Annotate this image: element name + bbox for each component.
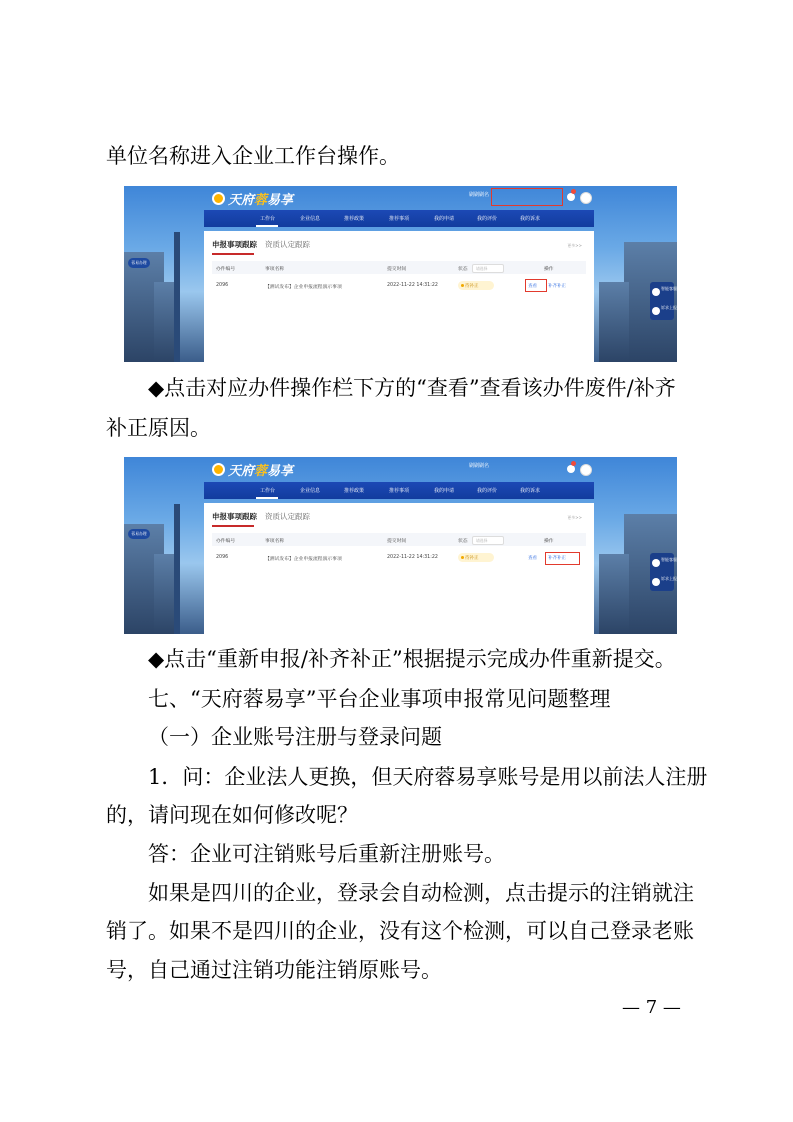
screenshot-figure-1: [124, 186, 677, 362]
col-header: 提交时间: [387, 539, 407, 544]
question-text: 1．问：企业法人更换，但天府蓉易享账号是用以前法人注册: [148, 765, 708, 789]
float-tools: [650, 282, 677, 320]
tab-qualification-tracking[interactable]: 资质认定跟踪: [265, 240, 310, 249]
nav-item[interactable]: 我的评价: [477, 216, 498, 222]
view-button[interactable]: 查看: [528, 556, 537, 561]
status-filter[interactable]: 请选择: [472, 264, 504, 273]
row-name: 【测试发布】企业申报流程演示事项: [265, 557, 342, 562]
chat-icon[interactable]: [652, 559, 660, 567]
float-tools: [650, 553, 677, 591]
section-heading: 七、“天府蓉易享”平台企业事项申报常见问题整理: [148, 687, 611, 711]
row-id: 2096: [216, 283, 229, 288]
panel-tabs: [212, 511, 310, 522]
col-header: 办件编号: [216, 539, 236, 544]
col-header: 办件编号: [216, 267, 236, 272]
tracking-panel: [204, 503, 594, 634]
col-header: 提交时间: [387, 267, 407, 272]
bell-icon[interactable]: [567, 193, 575, 201]
fix-button[interactable]: 补齐补正: [548, 284, 566, 289]
status-filter[interactable]: 请选择: [472, 536, 504, 545]
answer-text: 答：企业可注销账号后重新注册账号。: [148, 842, 505, 866]
row-time: 2022-11-22 14:31:22: [387, 283, 438, 288]
paragraph-text: 补正原因。: [106, 416, 211, 440]
paragraph-text: 单位名称进入企业工作台操作。: [106, 144, 400, 168]
nav-item[interactable]: 我的申请: [434, 488, 455, 494]
user-name[interactable]: 刷刷刷名: [468, 192, 489, 198]
col-header: 事项名称: [265, 267, 285, 272]
report-icon[interactable]: [652, 578, 660, 586]
panel-tabs: [212, 239, 310, 250]
row-time: 2022-11-22 14:31:22: [387, 555, 438, 560]
answer-text: 如果是四川的企业，登录会自动检测，点击提示的注销就注: [148, 881, 694, 905]
nav-item[interactable]: 工作台: [260, 216, 276, 222]
avatar[interactable]: [580, 464, 592, 476]
bell-icon[interactable]: [567, 465, 575, 473]
float-item[interactable]: 智能客服: [661, 286, 677, 291]
nav-item[interactable]: 推荐事项: [389, 216, 410, 222]
highlight-box: [545, 552, 580, 565]
nav-item[interactable]: 我的申请: [434, 216, 455, 222]
tab-apply-tracking[interactable]: 申报事项跟踪: [212, 240, 257, 249]
more-link[interactable]: 更多>>: [567, 243, 582, 248]
site-logo: 天府蓉易享: [212, 189, 293, 208]
col-header: 操作: [544, 539, 554, 544]
view-button[interactable]: 查看: [528, 284, 537, 289]
site-logo: 天府蓉易享: [212, 460, 293, 479]
col-header: 事项名称: [265, 539, 285, 544]
side-badge: 蓉易办理: [128, 529, 150, 539]
paragraph-text: ◆点击对应办件操作栏下方的“查看”查看该办件废件/补齐: [148, 376, 676, 400]
sub-heading: （一）企业账号注册与登录问题: [148, 725, 442, 749]
chat-icon[interactable]: [652, 288, 660, 296]
more-link[interactable]: 更多>>: [567, 515, 582, 520]
highlight-box: [491, 188, 563, 206]
status-badge: 待补正: [458, 281, 494, 290]
answer-text: 号，自己通过注销功能注销原账号。: [106, 958, 442, 982]
top-bar: [204, 457, 597, 479]
tracking-panel: [204, 231, 594, 362]
nav-item[interactable]: 我的诉求: [520, 216, 541, 222]
question-text: 的，请问现在如何修改呢？: [106, 803, 358, 827]
highlight-box: [525, 279, 547, 292]
row-name: 【测试发布】企业申报流程演示事项: [265, 285, 342, 290]
nav-item[interactable]: 企业信息: [300, 488, 321, 494]
col-header: 操作: [544, 267, 554, 272]
nav-item[interactable]: 企业信息: [300, 216, 321, 222]
report-icon[interactable]: [652, 307, 660, 315]
answer-text: 销了。如果不是四川的企业，没有这个检测，可以自己登录老账: [106, 919, 694, 943]
row-id: 2096: [216, 555, 229, 560]
float-item[interactable]: 诉求上报: [661, 305, 677, 310]
side-badge: 蓉易办理: [128, 258, 150, 268]
nav-item[interactable]: 推荐政策: [344, 216, 365, 222]
col-header: 状态: [458, 539, 468, 544]
nav-item[interactable]: 我的评价: [477, 488, 498, 494]
nav-item[interactable]: 我的诉求: [520, 488, 541, 494]
paragraph-text: ◆点击“重新申报/补齐补正”根据提示完成办件重新提交。: [148, 647, 676, 671]
float-item[interactable]: 智能客服: [661, 557, 677, 562]
user-name[interactable]: 刷刷刷名: [468, 463, 489, 469]
nav-item[interactable]: 工作台: [260, 488, 276, 494]
nav-item[interactable]: 推荐事项: [389, 488, 410, 494]
screenshot-figure-2: [124, 457, 677, 634]
notification-badge: [571, 189, 576, 194]
status-badge: 待补正: [458, 553, 494, 562]
main-nav: [204, 210, 594, 227]
avatar[interactable]: [580, 192, 592, 204]
col-header: 状态: [458, 267, 468, 272]
page-number: — 7 —: [622, 997, 681, 1018]
fix-button[interactable]: 补齐补正: [548, 556, 566, 561]
tab-qualification-tracking[interactable]: 资质认定跟踪: [265, 512, 310, 521]
nav-item[interactable]: 推荐政策: [344, 488, 365, 494]
float-item[interactable]: 诉求上报: [661, 576, 677, 581]
main-nav: [204, 482, 594, 499]
notification-badge: [571, 461, 576, 466]
tab-apply-tracking[interactable]: 申报事项跟踪: [212, 512, 257, 521]
